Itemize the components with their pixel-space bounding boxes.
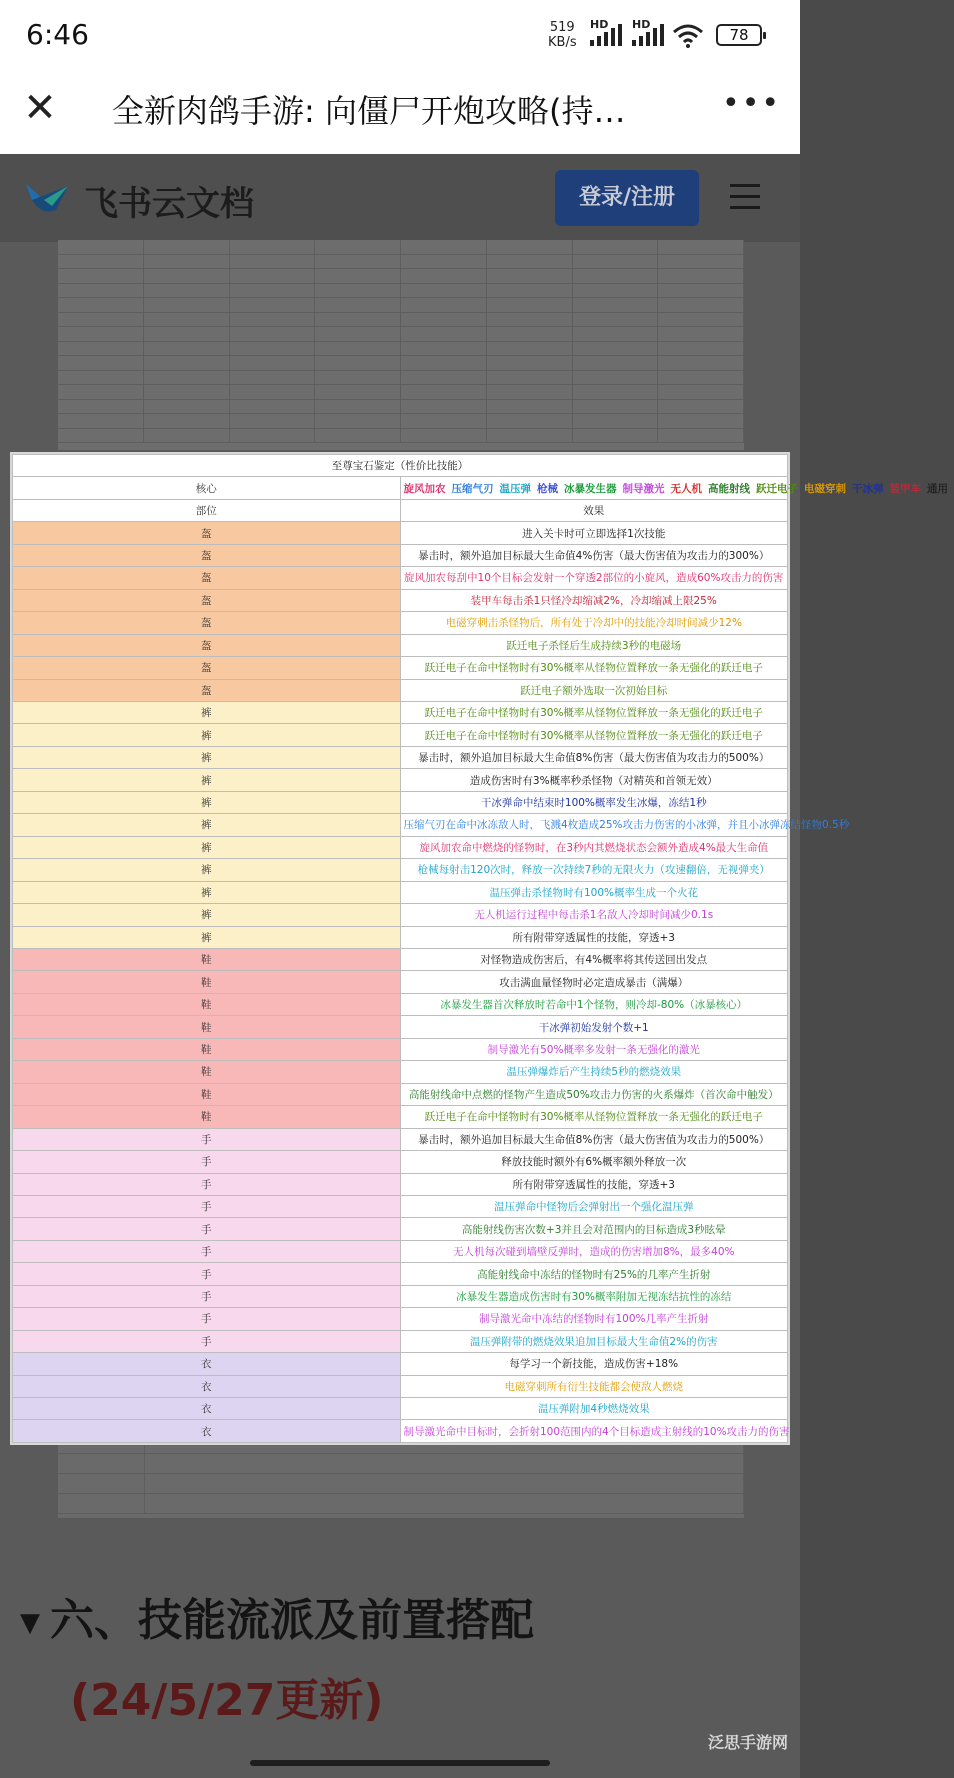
network-speed-unit: KB/s (548, 35, 577, 50)
section-heading (20, 1584, 534, 1648)
status-bar (0, 0, 800, 72)
effect-cell: 每学习一个新技能，造成伤害+18% (400, 1353, 788, 1375)
login-register-button[interactable]: 登录/注册 (555, 170, 699, 226)
slot-cell: 裤 (13, 769, 401, 791)
effect-cell: 枪械每射击120次时，释放一次持续7秒的无限火力（攻速翻倍，无视弹夹） (400, 859, 788, 881)
gem-skill-table (12, 454, 948, 1443)
slot-cell: 衣 (13, 1398, 401, 1420)
table-row (13, 926, 788, 948)
table-row (13, 881, 788, 903)
table-row (13, 1218, 788, 1240)
part-header: 部位 (13, 499, 401, 521)
background-table-lower (58, 1434, 744, 1518)
table-row (13, 993, 788, 1015)
legend-item: 枪械 (537, 482, 558, 495)
effect-cell: 冰暴发生器首次释放时若命中1个怪物，则冷却-80%（冰暴核心） (400, 993, 788, 1015)
effect-cell: 暴击时，额外追加目标最大生命值8%伤害（最大伤害值为攻击力的500%） (400, 1128, 788, 1150)
effect-cell: 高能射线命中冻结的怪物时有25%的几率产生折射 (400, 1263, 788, 1285)
effect-cell: 装甲车每击杀1只怪冷却缩减2%，冷却缩减上限25% (400, 589, 788, 611)
effect-cell: 干冰弹初始发射个数+1 (400, 1016, 788, 1038)
slot-cell: 盔 (13, 522, 401, 544)
table-row (13, 1420, 788, 1443)
feishu-logo-icon (22, 176, 72, 218)
legend-item: 无人机 (670, 482, 702, 495)
table-row (13, 1173, 788, 1195)
table-row (13, 1285, 788, 1307)
effect-cell: 攻击满血量怪物时必定造成暴击（满爆） (400, 971, 788, 993)
effect-cell: 跃迁电子杀怪后生成持续3秒的电磁场 (400, 634, 788, 656)
slot-cell: 鞋 (13, 993, 401, 1015)
table-row (13, 746, 788, 768)
close-icon[interactable]: ✕ (23, 85, 57, 131)
legend-item: 旋风加农 (403, 482, 446, 495)
table-row (13, 1106, 788, 1128)
slot-cell: 裤 (13, 791, 401, 813)
slot-cell: 裤 (13, 859, 401, 881)
signal-icon-2 (632, 24, 664, 46)
slot-cell: 裤 (13, 701, 401, 723)
slot-cell: 鞋 (13, 1061, 401, 1083)
table-row (13, 1240, 788, 1262)
effect-cell: 造成伤害时有3%概率秒杀怪物（对精英和首领无效） (400, 769, 788, 791)
slot-cell: 衣 (13, 1353, 401, 1375)
effect-cell: 温压弹击杀怪物时有100%概率生成一个火花 (400, 881, 788, 903)
effect-cell: 进入关卡时可立即选择1次技能 (400, 522, 788, 544)
signal-icon-1 (590, 24, 622, 46)
slot-cell: 手 (13, 1330, 401, 1352)
slot-cell: 鞋 (13, 1016, 401, 1038)
effect-cell: 制导激光命中冻结的怪物时有100%几率产生折射 (400, 1308, 788, 1330)
table-row (13, 1353, 788, 1375)
effect-cell: 温压弹爆炸后产生持续5秒的燃烧效果 (400, 1061, 788, 1083)
effect-header: 效果 (400, 499, 788, 521)
legend-item: 装甲车 (889, 482, 921, 495)
legend-item: 冰暴发生器 (564, 482, 617, 495)
slot-cell: 手 (13, 1173, 401, 1195)
slot-cell: 手 (13, 1263, 401, 1285)
effect-cell: 跃迁电子在命中怪物时有30%概率从怪物位置释放一条无强化的跃迁电子 (400, 1106, 788, 1128)
table-row (13, 1061, 788, 1083)
table-row (13, 589, 788, 611)
slot-cell: 衣 (13, 1375, 401, 1397)
slot-cell: 鞋 (13, 1038, 401, 1060)
effect-cell: 温压弹附带的燃烧效果追加目标最大生命值2%的伤害 (400, 1330, 788, 1352)
clock: 6:46 (26, 18, 89, 51)
table-row (13, 679, 788, 701)
table-row (13, 1263, 788, 1285)
table-row (13, 904, 788, 926)
legend-item: 制导激光 (622, 482, 665, 495)
effect-cell: 高能射线伤害次数+3并且会对范围内的目标造成3秒眩晕 (400, 1218, 788, 1240)
legend-item: 电磁穿刺 (804, 482, 846, 495)
slot-cell: 裤 (13, 881, 401, 903)
slot-cell: 裤 (13, 724, 401, 746)
slot-cell: 手 (13, 1128, 401, 1150)
table-row (13, 1195, 788, 1217)
table-row (13, 1375, 788, 1397)
slot-cell: 裤 (13, 904, 401, 926)
table-row (13, 791, 788, 813)
network-speed-value: 519 (549, 20, 575, 35)
table-row (13, 657, 788, 679)
slot-cell: 盔 (13, 679, 401, 701)
slot-cell: 盔 (13, 589, 401, 611)
legend-item: 温压弹 (499, 482, 531, 495)
table-row (13, 1128, 788, 1150)
table-row (13, 948, 788, 970)
battery-indicator: 78 (716, 24, 762, 46)
collapse-triangle-icon[interactable]: ▼ (20, 1608, 40, 1638)
table-row (13, 1151, 788, 1173)
slot-cell: 裤 (13, 746, 401, 768)
effect-cell: 跃迁电子额外选取一次初始目标 (400, 679, 788, 701)
slot-cell: 盔 (13, 657, 401, 679)
effect-cell: 跃迁电子在命中怪物时有30%概率从怪物位置释放一条无强化的跃迁电子 (400, 701, 788, 723)
doc-header (0, 154, 800, 242)
legend-item: 压缩气刃 (451, 482, 494, 495)
slot-cell: 手 (13, 1285, 401, 1307)
effect-cell: 冰暴发生器造成伤害时有30%概率附加无视冻结抗性的冻结 (400, 1285, 788, 1307)
hd-label-1: HD (590, 18, 609, 31)
slot-cell: 裤 (13, 836, 401, 858)
table-row (13, 612, 788, 634)
table-title: 至尊宝石鉴定（性价比技能） (13, 455, 788, 477)
effect-cell: 所有附带穿透属性的技能，穿透+3 (400, 926, 788, 948)
slot-cell: 鞋 (13, 948, 401, 970)
table-row (13, 814, 788, 836)
table-row (13, 724, 788, 746)
wifi-icon (672, 24, 704, 48)
effect-cell: 旋风加农命中燃烧的怪物时，在3秒内其燃烧状态会额外造成4%最大生命值 (400, 836, 788, 858)
watermark-logo: 泛思手游网 (707, 1733, 788, 1752)
image-viewer[interactable] (10, 452, 948, 1445)
legend-item: 高能射线 (708, 482, 750, 495)
table-row (13, 769, 788, 791)
section-heading-text: 六、技能流派及前置搭配 (50, 1595, 534, 1646)
effect-cell: 温压弹附加4秒燃烧效果 (400, 1398, 788, 1420)
effect-cell: 暴击时，额外追加目标最大生命值4%伤害（最大伤害值为攻击力的300%） (400, 544, 788, 566)
table-row (13, 567, 788, 589)
hd-label-2: HD (632, 18, 651, 31)
more-options-icon[interactable]: ••• (722, 86, 782, 121)
slot-cell: 衣 (13, 1420, 401, 1443)
table-row (13, 634, 788, 656)
slot-cell: 鞋 (13, 971, 401, 993)
slot-cell: 手 (13, 1240, 401, 1262)
effect-cell: 暴击时，额外追加目标最大生命值8%伤害（最大伤害值为攻击力的500%） (400, 746, 788, 768)
table-row (13, 971, 788, 993)
table-row (13, 1398, 788, 1420)
background-table (58, 240, 744, 450)
page-title: 全新肉鸽手游: 向僵尸开炮攻略(持… (112, 92, 626, 130)
effect-cell: 电磁穿刺所有衍生技能都会使敌人燃烧 (400, 1375, 788, 1397)
slot-cell: 手 (13, 1195, 401, 1217)
legend-item: 跃迁电子 (756, 482, 798, 495)
core-label: 核心 (13, 477, 401, 499)
table-row (13, 1330, 788, 1352)
effect-cell: 压缩气刃在命中冰冻敌人时，飞溅4枚造成25%攻击力伤害的小冰弹，并且小冰弹冻结怪物0.5秒 (400, 814, 788, 836)
effect-cell: 温压弹命中怪物后会弹射出一个强化温压弹 (400, 1195, 788, 1217)
table-row (13, 1038, 788, 1060)
section-update-date: (24/5/27更新) (70, 1675, 384, 1726)
table-row (13, 1308, 788, 1330)
slot-cell: 手 (13, 1151, 401, 1173)
effect-cell: 高能射线命中点燃的怪物产生造成50%攻击力伤害的火系爆炸（首次命中触发） (400, 1083, 788, 1105)
effect-cell: 所有附带穿透属性的技能，穿透+3 (400, 1173, 788, 1195)
slot-cell: 手 (13, 1218, 401, 1240)
color-legend (400, 477, 948, 499)
table-row (13, 544, 788, 566)
slot-cell: 裤 (13, 926, 401, 948)
effect-cell: 电磁穿刺击杀怪物后，所有处于冷却中的技能冷却时间减少12% (400, 612, 788, 634)
home-indicator[interactable] (250, 1760, 550, 1766)
effect-cell: 释放技能时额外有6%概率额外释放一次 (400, 1151, 788, 1173)
effect-cell: 对怪物造成伤害后，有4%概率将其传送回出发点 (400, 948, 788, 970)
table-row (13, 836, 788, 858)
table-row (13, 522, 788, 544)
table-row (13, 701, 788, 723)
legend-item: 通用 (927, 482, 948, 495)
effect-cell: 跃迁电子在命中怪物时有30%概率从怪物位置释放一条无强化的跃迁电子 (400, 657, 788, 679)
slot-cell: 手 (13, 1308, 401, 1330)
network-speed (548, 20, 577, 50)
browser-title-bar (0, 72, 800, 154)
effect-cell: 干冰弹命中结束时100%概率发生冰爆，冻结1秒 (400, 791, 788, 813)
effect-cell: 旋风加农每刮中10个目标会发射一个穿透2部位的小旋风，造成60%攻击力的伤害 (400, 567, 788, 589)
slot-cell: 盔 (13, 634, 401, 656)
slot-cell: 鞋 (13, 1083, 401, 1105)
slot-cell: 鞋 (13, 1106, 401, 1128)
table-row (13, 859, 788, 881)
slot-cell: 盔 (13, 544, 401, 566)
effect-cell: 无人机每次碰到墙壁反弹时，造成的伤害增加8%，最多40% (400, 1240, 788, 1262)
slot-cell: 裤 (13, 814, 401, 836)
table-row (13, 1083, 788, 1105)
brand-name: 飞书云文档 (84, 184, 254, 224)
slot-cell: 盔 (13, 567, 401, 589)
effect-cell: 制导激光有50%概率多发射一条无强化的激光 (400, 1038, 788, 1060)
effect-cell: 无人机运行过程中每击杀1名敌人冷却时间减少0.1s (400, 904, 788, 926)
slot-cell: 盔 (13, 612, 401, 634)
legend-item: 干冰弹 (852, 482, 884, 495)
effect-cell: 跃迁电子在命中怪物时有30%概率从怪物位置释放一条无强化的跃迁电子 (400, 724, 788, 746)
menu-icon[interactable] (730, 184, 760, 210)
table-row (13, 1016, 788, 1038)
effect-cell: 制导激光命中目标时，会折射100范围内的4个目标造成主射线的10%攻击力的伤害 (400, 1420, 788, 1443)
